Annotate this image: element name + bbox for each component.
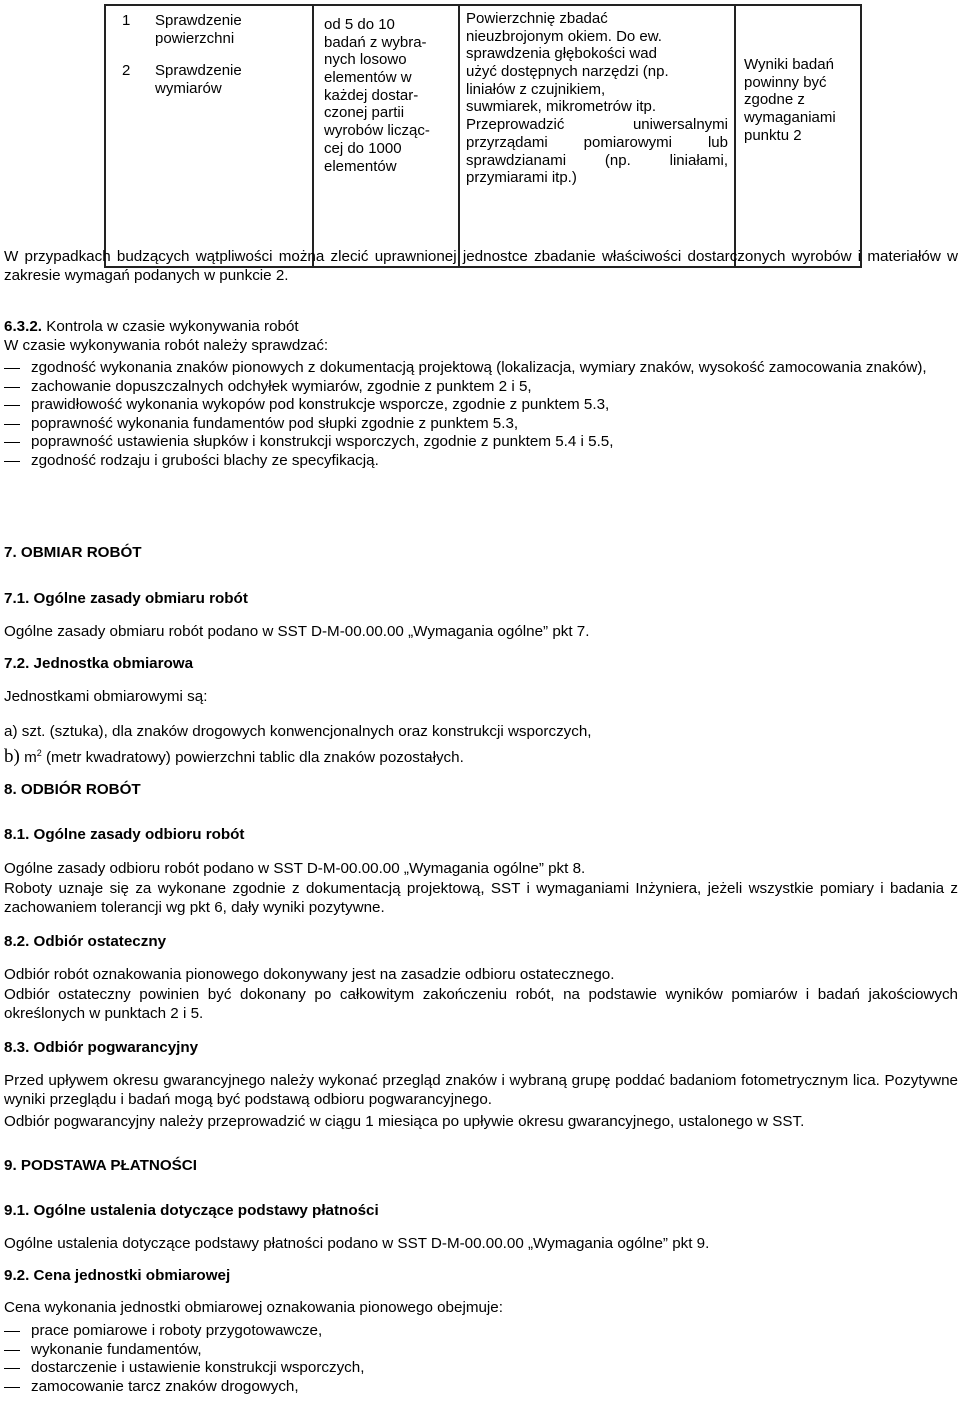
table-cell-method [459, 5, 735, 267]
section-92-intro: Cena wykonania jednostki obmiarowej oznakowania pionowego obejmuje: [4, 1299, 503, 1316]
section-71-text: Ogólne zasady obmiaru robót podano w SST D-M-00.00.00 „Wymagania ogólne” pkt 7. [4, 623, 590, 640]
section-72-title: 7.2. Jednostka obmiarowa [4, 655, 194, 672]
list-item: prace pomiarowe i roboty przygotowawcze, [4, 1322, 958, 1341]
frequency-line: elementów w [324, 69, 412, 87]
section-82-title: 8.2. Odbiór ostateczny [4, 933, 167, 950]
section-81-title: 8.1. Ogólne zasady odbioru robót [4, 826, 245, 843]
list-item: zgodność rodzaju i grubości blachy ze specyfikacją. [4, 452, 958, 471]
section-91-title: 9.1. Ogólne ustalenia dotyczące podstawy płatności [4, 1202, 379, 1219]
doubt-paragraph: W przypadkach budzących wątpliwości można zlecić uprawnionej jednostce zbadanie właściwości dostarczonych wyrobów i materiałów w zakresie wymagań podanych w punkcie 2. [4, 248, 958, 284]
table-cell-items [105, 5, 313, 267]
frequency-line: czonej partii [324, 104, 405, 122]
section-91-text: Ogólne ustalenia dotyczące podstawy płatności podano w SST D-M-00.00.00 „Wymagania ogólne” pkt 9. [4, 1235, 710, 1252]
unit-text: szt. (sztuka), dla znaków drogowych konwencjonalnych oraz konstrukcji wsporczych, [21, 723, 592, 741]
frequency-line: elementów [324, 157, 397, 175]
unit-symbol: m [24, 749, 37, 767]
unit-item-a [4, 723, 958, 742]
section-632-intro: W czasie wykonywania robót należy sprawdzać: [4, 337, 329, 354]
frequency-line: nych losowo [324, 51, 407, 69]
section-9-title: 9. PODSTAWA PŁATNOŚCI [4, 1157, 197, 1174]
unit-exponent: 2 [36, 748, 42, 759]
section-632-heading [4, 318, 958, 337]
list-item: zamocowanie tarcz znaków drogowych, [4, 1378, 958, 1397]
table-cell-frequency [313, 5, 459, 267]
result-line: Wyniki badań [744, 56, 834, 73]
section-7-title: 7. OBMIAR ROBÓT [4, 544, 142, 561]
item-name: Sprawdzenie wymiarów [155, 62, 242, 98]
section-number: 6.3.2. [4, 318, 42, 336]
unit-text: (metr kwadratowy) powierzchni tablic dla znaków pozostałych. [45, 749, 464, 767]
unit-label: a) [4, 723, 18, 741]
item-number: 1 [122, 12, 131, 29]
frequency-line: od 5 do 10 [324, 16, 395, 33]
result-line: powinny być [744, 73, 827, 91]
section-92-list [4, 1322, 958, 1396]
table-item [122, 62, 302, 97]
item-number: 2 [122, 62, 131, 80]
method-line: Powierzchnię zbadać [466, 10, 608, 27]
list-item: zachowanie dopuszczalnych odchyłek wymiarów, zgodnie z punktem 2 i 5, [4, 378, 958, 397]
table-cell-result [735, 5, 861, 267]
method-line: Przeprowadzić uniwersalnymi [466, 116, 728, 134]
unit-label: b) [4, 746, 20, 768]
section-82-text: Odbiór ostateczny powinien być dokonany po całkowitym zakończeniu robót, na podstawie wyników pomiarów i badań jakościowych określonych w punktach 2 i 5. [4, 986, 958, 1022]
section-632-list [4, 359, 958, 470]
result-line: wymaganiami [744, 109, 836, 127]
method-line: sprawdzianami (np. liniałami, [466, 151, 728, 169]
table-row [105, 5, 861, 267]
list-item: dostarczenie i ustawienie konstrukcji wsporczych, [4, 1359, 958, 1378]
list-item: prawidłowość wykonania wykopów pod konstrukcje wsporcze, zgodnie z punktem 5.3, [4, 396, 958, 415]
list-item: poprawność ustawienia słupków i konstrukcji wsporczych, zgodnie z punktem 5.4 i 5.5, [4, 433, 958, 452]
section-83-title: 8.3. Odbiór pogwarancyjny [4, 1039, 199, 1056]
section-title: Kontrola w czasie wykonywania robót [46, 318, 299, 336]
section-81-text: Ogólne zasady odbioru robót podano w SST D-M-00.00.00 „Wymagania ogólne” pkt 8. [4, 860, 586, 877]
section-92-title: 9.2. Cena jednostki obmiarowej [4, 1267, 231, 1284]
inspection-table [104, 4, 862, 268]
section-83-text: Odbiór pogwarancyjny należy przeprowadzić w ciągu 1 miesiąca po upływie okresu gwarancyjnego, ustalonego w SST. [4, 1113, 805, 1130]
section-82-text: Odbiór robót oznakowania pionowego dokonywany jest na zasadzie odbioru ostatecznego. [4, 966, 615, 983]
result-line: zgodne z [744, 91, 805, 109]
list-item: zgodność wykonania znaków pionowych z dokumentacją projektową (lokalizacja, wymiary znaków, wysokość zamocowania znaków), [4, 359, 958, 378]
method-line: sprawdzenia głębokości wad [466, 45, 657, 63]
item-name: Sprawdzenie powierzchni [155, 12, 242, 47]
section-72-intro: Jednostkami obmiarowymi są: [4, 688, 208, 705]
section-83-text: Przed upływem okresu gwarancyjnego należy wykonać przegląd znaków i wybraną grupę poddać badaniom fotometrycznym lica. Pozytywne wyniki przeglądu i badań mogą być podstawą odbioru pogwarancyjnego. [4, 1072, 958, 1108]
section-71-title: 7.1. Ogólne zasady obmiaru robót [4, 590, 248, 607]
method-line: nieuzbrojonym okiem. Do ew. [466, 27, 662, 45]
list-item: poprawność wykonania fundamentów pod słupki zgodnie z punktem 5.3, [4, 415, 958, 434]
frequency-line: wyrobów licząc- [324, 122, 430, 140]
result-line: punktu 2 [744, 126, 802, 144]
section-8-title: 8. ODBIÓR ROBÓT [4, 781, 141, 798]
list-item: wykonanie fundamentów, [4, 1341, 958, 1360]
table-item [122, 12, 302, 47]
method-line: użyć dostępnych narzędzi (np. [466, 63, 669, 81]
method-line: suwmiarek, mikrometrów itp. [466, 98, 657, 116]
method-line: liniałów z czujnikiem, [466, 80, 606, 98]
frequency-line: badań z wybra- [324, 33, 427, 51]
unit-item-b [4, 745, 958, 768]
method-line: przymiarami itp.) [466, 169, 577, 187]
frequency-line: cej do 1000 [324, 139, 402, 157]
method-line: przyrządami pomiarowymi lub [466, 133, 728, 151]
section-81-text: Roboty uznaje się za wykonane zgodnie z dokumentacją projektową, SST i wymaganiami Inżyniera, jeżeli wszystkie pomiary i badania z zachowaniem tolerancji wg pkt 6, dały wyniki pozytywne. [4, 880, 958, 916]
frequency-line: każdej dostar- [324, 86, 419, 104]
